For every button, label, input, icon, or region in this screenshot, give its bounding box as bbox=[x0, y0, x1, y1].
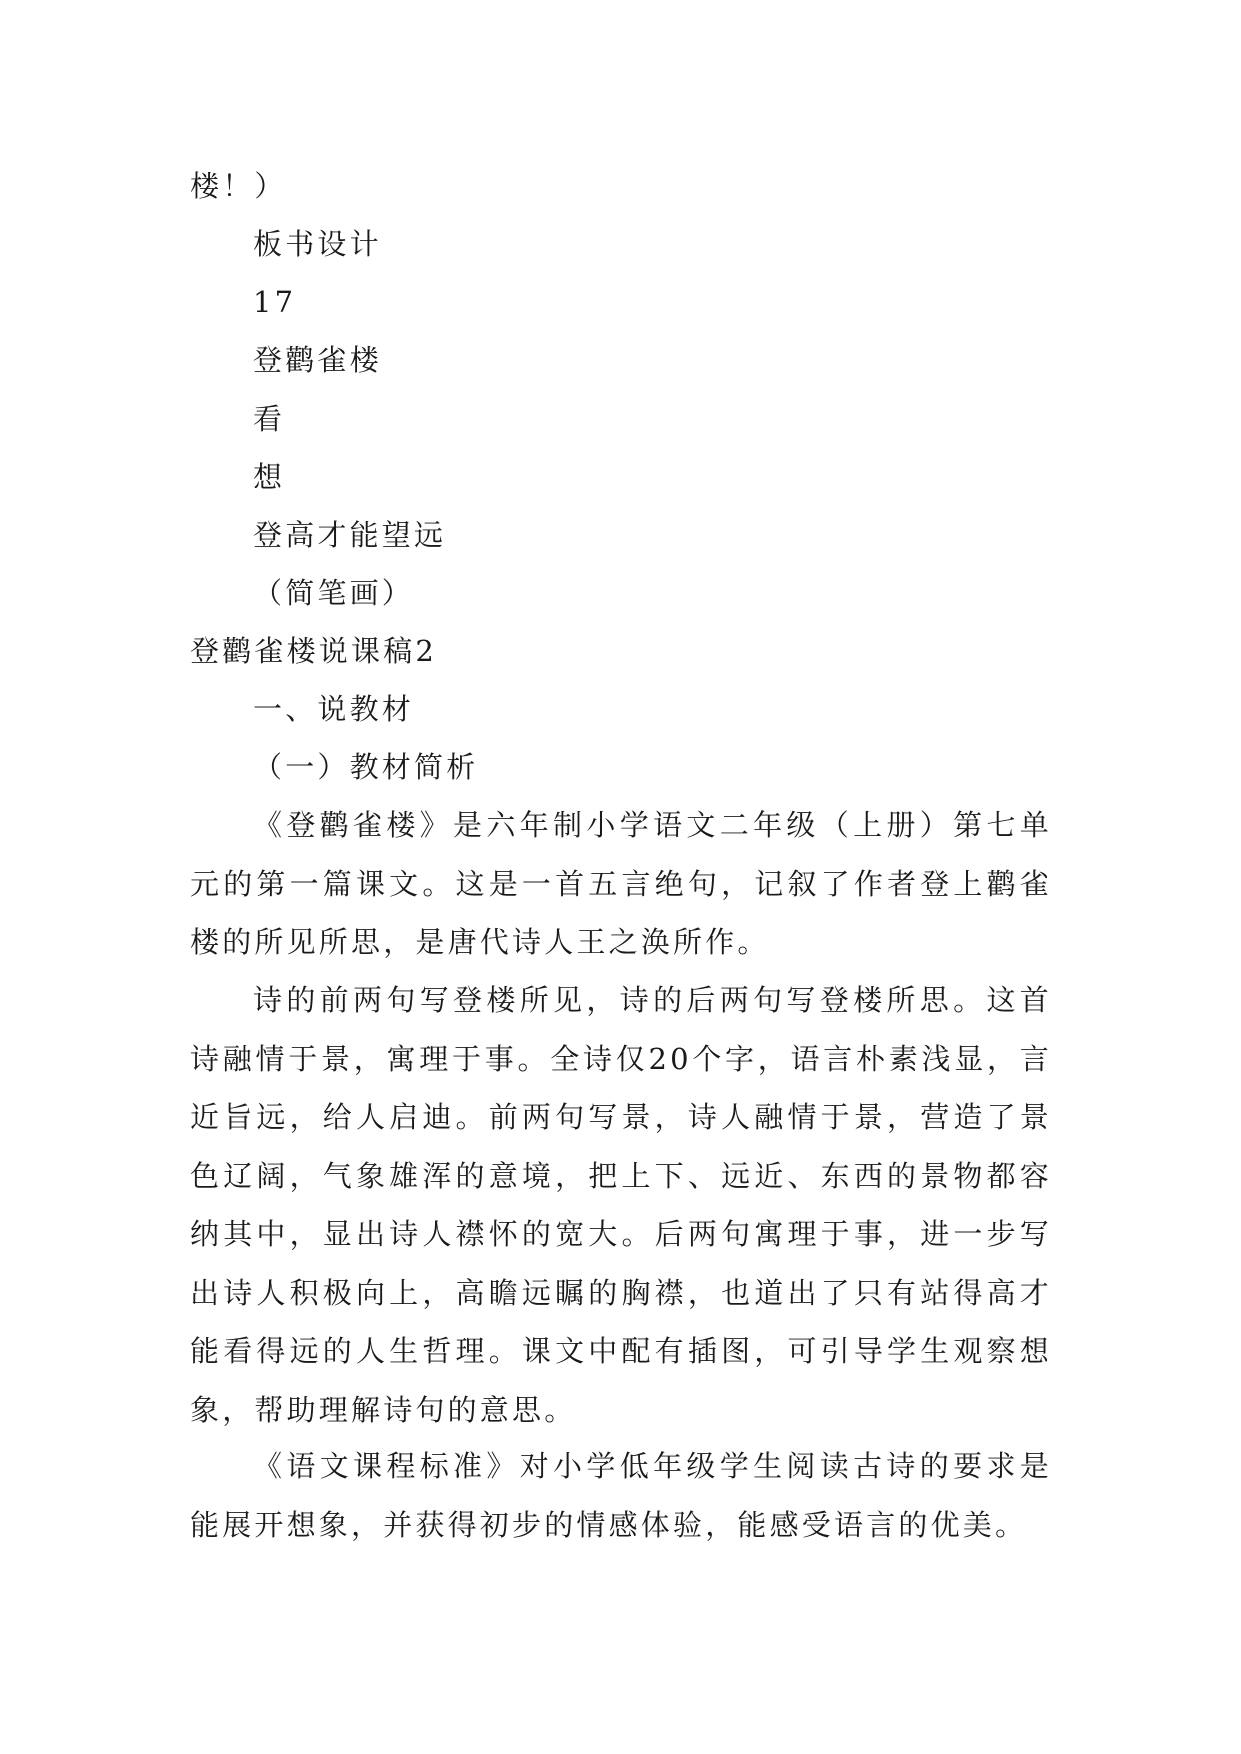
board-design-heading: 板书设计 bbox=[253, 227, 382, 261]
board-item-theme: 登高才能望远 bbox=[253, 518, 447, 552]
paragraph: 诗的前两句写登楼所见，诗的后两句写登楼所思。这首诗融情于景，寓理于事。全诗仅20个字，语言朴素浅显，言近旨远，给人启迪。前两句写景，诗人融情于景，营造了景色辽阔，气象雄浑的意境，把上下、远近、东西的景物都容纳其中，显出诗人襟怀的宽大。后两句寓理于事，进一步写出诗人积极向上，高瞻远瞩的胸襟，也道出了只有站得高才能看得远的人生哲理。课文中配有插图，可引导学生观察想象，帮助理解诗句的意思。 bbox=[190, 983, 1052, 1427]
section-heading: 一、说教材 bbox=[253, 692, 415, 726]
subsection-heading: （一）教材简析 bbox=[253, 750, 479, 784]
text-line: 楼！） bbox=[190, 169, 287, 203]
board-item-sketch: （简笔画） bbox=[253, 576, 415, 610]
poem-title: 登鹳雀楼 bbox=[253, 343, 382, 377]
section-title: 登鹳雀楼说课稿2 bbox=[190, 634, 438, 668]
paragraph: 《语文课程标准》对小学低年级学生阅读古诗的要求是能展开想象，并获得初步的情感体验，能感受语言的优美。 bbox=[190, 1449, 1052, 1542]
board-item-think: 想 bbox=[253, 460, 286, 494]
paragraph: 《登鹳雀楼》是六年制小学语文二年级（上册）第七单元的第一篇课文。这是一首五言绝句，记叙了作者登上鹳雀楼的所见所思，是唐代诗人王之涣所作。 bbox=[190, 808, 1052, 959]
board-item-look: 看 bbox=[253, 402, 286, 436]
lesson-number: 17 bbox=[253, 285, 297, 319]
